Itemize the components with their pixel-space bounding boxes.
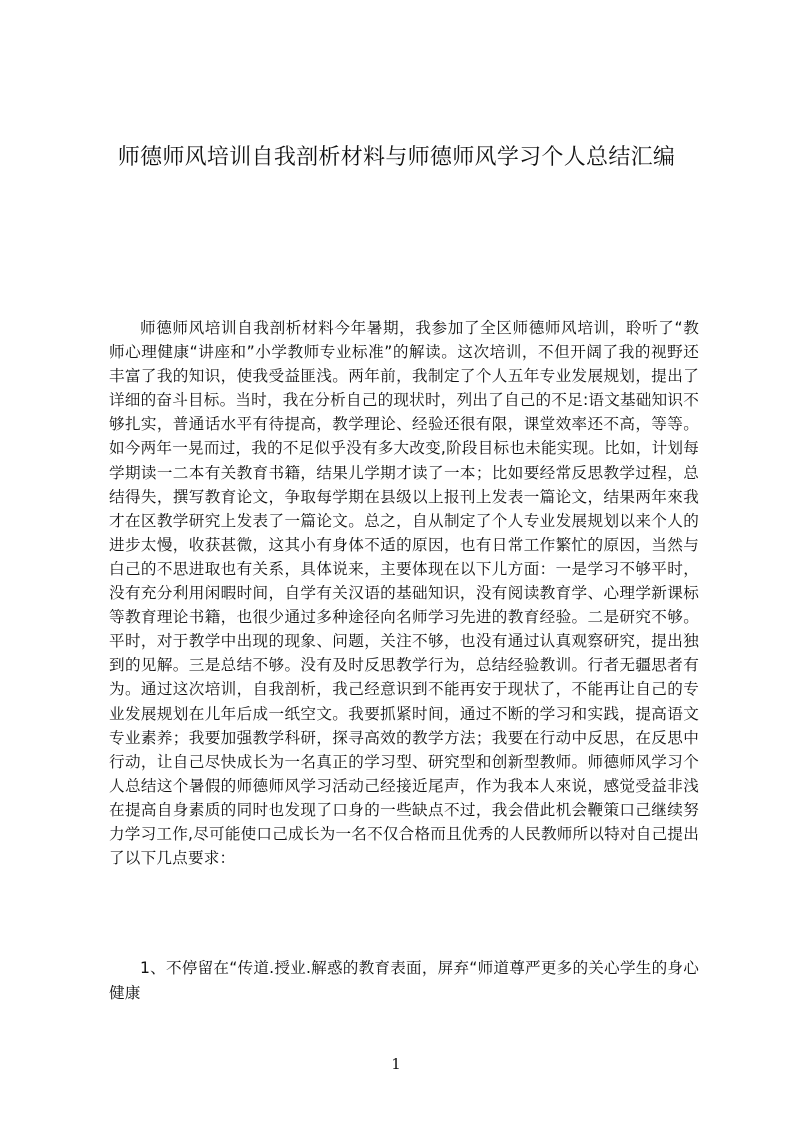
- page-number: 1: [391, 1055, 401, 1073]
- requirement-item-1: 1、不停留在“传道.授业.解惑的教育表面，屏弃“师道尊严更多的关心学生的身心健康: [109, 959, 699, 1002]
- document-title: 师德师风培训自我剖析材料与师德师风学习个人总结汇编: [117, 145, 676, 170]
- main-paragraph: 师德师风培训自我剖析材料今年暑期，我参加了全区师德师风培训，聆听了“教师心理健康“讲座和”小学教师专业标准”的解读。这次培训，不但开阔了我的视野还丰富了我的知识，使我受益匪浅。两年前，我制定了个人五年专业发展规划，提出了详细的奋斗目标。当时，我在分析自己的现状时，列出了自己的不足:语文基础知识不够扎实，普通话水平有待提高，教学理论、经验还很有限，课堂效率还不高，等等。如今两年一晃而过，我的不足似乎没有多大改变,阶段目标也未能实现。比如，计划每学期读一二本有关教育书籍，结果儿学期才读了一本；比如要经常反思教学过程，总结得失，撰写教育论文，争取每学期在县级以上报刊上发表一篇论文，结果两年來我才在区教学研究上发表了一篇论文。总之，自从制定了个人专业发展规划以来个人的进步太慢，收获甚微，这其小有身体不适的原因，也有日常工作繁忙的原因，当然与白己的不思进取也有关系，具体说来，主要体现在以下儿方面：一是学习不够平时，没有充分利用闲暇时间，自学有关汉语的基础知识，没有阅读教育学、心理学新课标等教育理论书籍，也很少通过多种途径向名师学习先进的教育经验。二是研究不够。平时，对于教学中出现的现象、问题，关注不够，也没有通过认真观察研究，提出独到的见解。三是总结不够。没有及时反思教学行为，总结经验教训。行者无疆思者有为。通过这次培训，自我剖析，我己经意识到不能再安于现状了，不能再让自己的专业发展规划在儿年后成一纸空文。我要抓紧时间，通过不断的学习和实践，提高语文专业素养；我要加强教学科研，探寻高效的教学方法；我要在行动中反思，在反思中行动，让自己尽快成长为一名真正的学习型、研究型和创新型教师。师德师风学习个人总结这个暑假的师德师风学习活动己经接近尾声，作为我本人來说，感觉受益非浅在提高自身素质的同时也发现了口身的一些缺点不过，我会借此机会鞭策口己继续努力学习工作,尽可能使口己成长为一名不仅合格而且优秀的人民教师所以特对自己提出了以下几点要求：: [109, 319, 699, 868]
